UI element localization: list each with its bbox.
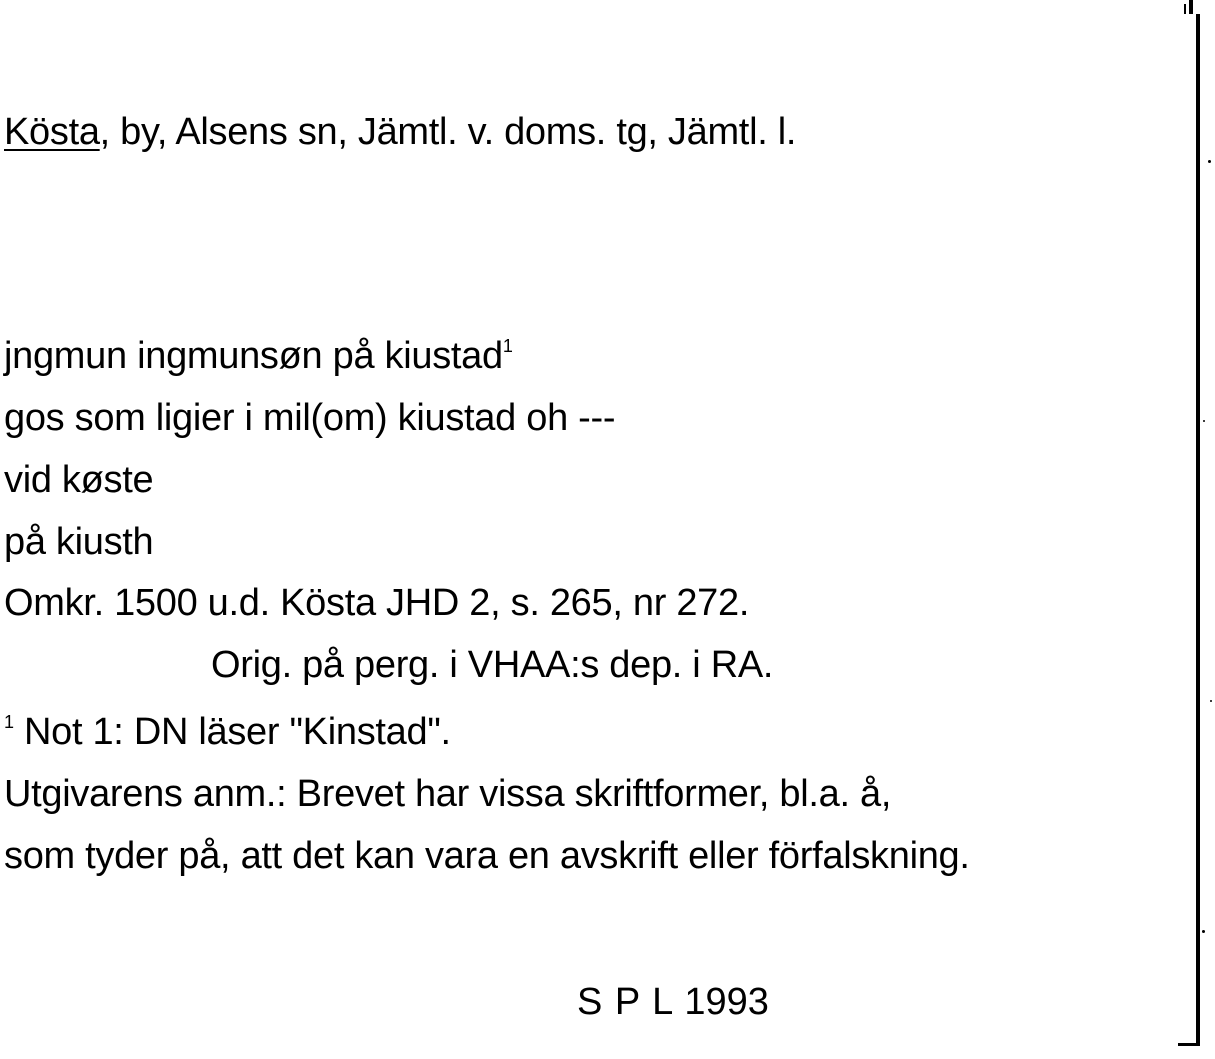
scan-speck [1208, 160, 1211, 163]
card-heading [4, 110, 796, 154]
original-note: Orig. på perg. i VHAA:s dep. i RA. [211, 644, 774, 686]
headword: Kösta [4, 111, 100, 153]
quote-line-4: på kiusth [4, 521, 154, 563]
signature: S P L 1993 [577, 981, 769, 1023]
scan-speck [1202, 930, 1205, 933]
editor-note-line-1: Utgivarens anm.: Brevet har vissa skriftformer, bl.a. å, [4, 773, 892, 815]
footnote [4, 710, 451, 754]
source-reference: Omkr. 1500 u.d. Kösta JHD 2, s. 265, nr 272. [4, 582, 750, 624]
scan-speck [1203, 420, 1205, 422]
editor-note-line-2: som tyder på, att det kan vara en avskrift eller förfalskning. [4, 835, 970, 877]
footnote-marker: 1 [502, 336, 513, 356]
scan-border-right [1196, 14, 1200, 1046]
quote-line-3: vid køste [4, 459, 154, 501]
quote-line-2: gos som ligier i mil(om) kiustad oh --- [4, 397, 616, 439]
quote-line-1-text: jngmun ingmunsøn på kiustad [4, 335, 503, 377]
scan-border-bottom [1178, 1043, 1200, 1046]
scan-border-top-tick [1189, 0, 1193, 14]
heading-location: , by, Alsens sn, Jämtl. v. doms. tg, Jämtl. l. [99, 111, 797, 153]
footnote-text: Not 1: DN läser "Kinstad". [13, 711, 451, 753]
footnote-mark: 1 [4, 712, 14, 732]
scan-speck [1210, 700, 1212, 702]
quote-line-1 [4, 334, 513, 378]
scan-border-top-tick-2 [1184, 4, 1186, 14]
